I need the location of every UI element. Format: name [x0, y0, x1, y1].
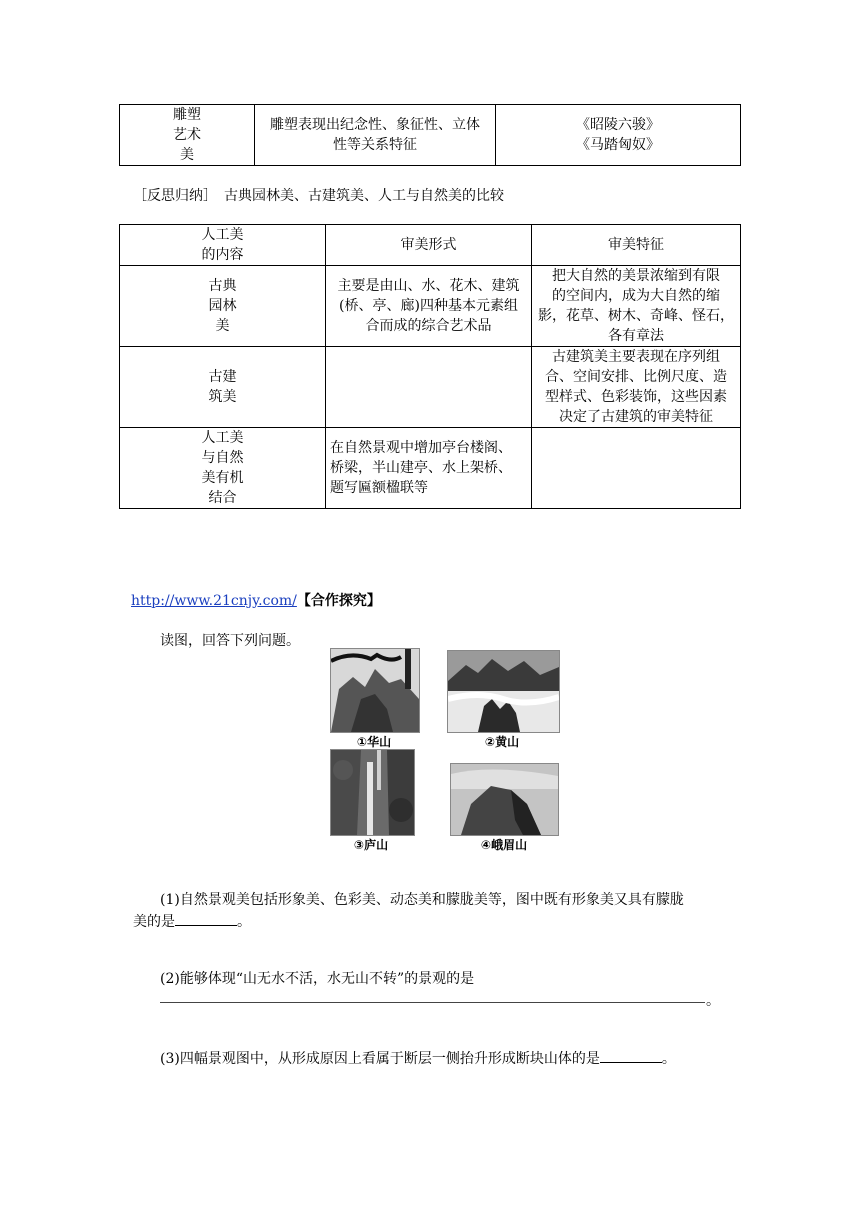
comparison-table	[119, 224, 741, 509]
table-cell: 主要是由山、水、花木、建筑 (桥、亭、廊)四种基本元素组 合而成的综合艺术品	[326, 266, 532, 347]
table-header: 人工美 的内容	[120, 225, 326, 266]
emeishan-image	[451, 764, 558, 835]
table-row	[120, 428, 741, 509]
table-header: 审美特征	[532, 225, 741, 266]
question-1-text-cont: 美的是	[133, 914, 175, 930]
table-header: 审美形式	[326, 225, 532, 266]
figure-caption: ③庐山	[353, 838, 389, 852]
figure-caption: ②黄山	[484, 735, 520, 749]
reflection-heading: ［反思归纳］ 古典园林美、古建筑美、人工与自然美的比较	[133, 188, 504, 204]
question-1	[133, 889, 720, 933]
figure-caption: ①华山	[356, 735, 392, 749]
table-cell: 古建筑美主要表现在序列组 合、空间安排、比例尺度、造 型样式、色彩装饰，这些因素 决定了古建筑的审美特征	[532, 347, 741, 428]
table-row	[120, 347, 741, 428]
table-cell: 古典 园林 美	[120, 266, 326, 347]
huashan-photo	[330, 648, 420, 733]
table-cell	[326, 347, 532, 428]
table-row	[120, 266, 741, 347]
question-3-text: (3)四幅景观图中，从形成原因上看属于断层一侧抬升形成断块山体的是	[160, 1051, 600, 1067]
table-cell	[532, 428, 741, 509]
huangshan-photo	[447, 650, 560, 733]
question-1-line2	[133, 911, 720, 933]
intro-text: 读图，回答下列问题。	[160, 633, 300, 649]
table-row	[120, 105, 741, 166]
lushan-photo	[330, 749, 415, 836]
question-3	[160, 1048, 760, 1070]
question-2-end: 。	[706, 993, 720, 1009]
sculpture-table	[119, 104, 741, 166]
huangshan-image	[448, 651, 559, 732]
source-link[interactable]: http://www.21cnjy.com/	[131, 593, 297, 609]
lushan-image	[331, 750, 414, 835]
table-header-row	[120, 225, 741, 266]
section-header	[131, 590, 381, 610]
question-1-end: 。	[237, 914, 251, 930]
section-title: 【合作探究】	[296, 593, 381, 609]
emeishan-photo	[450, 763, 559, 836]
table-cell-examples: 《昭陵六骏》 《马踏匈奴》	[496, 105, 741, 166]
huashan-image	[331, 649, 419, 732]
table-cell: 把大自然的美景浓缩到有限 的空间内，成为大自然的缩 影，花草、树木、奇峰、怪石， 各有章法	[532, 266, 741, 347]
question-2: (2)能够体现“山无水不活，水无山不转”的景观的是	[160, 971, 475, 987]
answer-blank-2[interactable]	[160, 1002, 705, 1003]
figure-caption: ④峨眉山	[480, 838, 528, 852]
answer-blank-1[interactable]	[175, 911, 237, 926]
table-cell-description: 雕塑表现出纪念性、象征性、立体 性等关系特征	[255, 105, 496, 166]
table-cell: 人工美 与自然 美有机 结合	[120, 428, 326, 509]
question-3-end: 。	[661, 1051, 676, 1067]
table-cell: 在自然景观中增加亭台楼阁、 桥梁，半山建亭、水上架桥、 题写匾额楹联等	[326, 428, 532, 509]
answer-blank-3[interactable]	[600, 1048, 662, 1063]
question-1-text: (1)自然景观美包括形象美、色彩美、动态美和朦胧美等，图中既有形象美又具有朦胧	[160, 892, 684, 908]
table-cell-category: 雕塑 艺术 美	[120, 105, 255, 166]
table-cell: 古建 筑美	[120, 347, 326, 428]
